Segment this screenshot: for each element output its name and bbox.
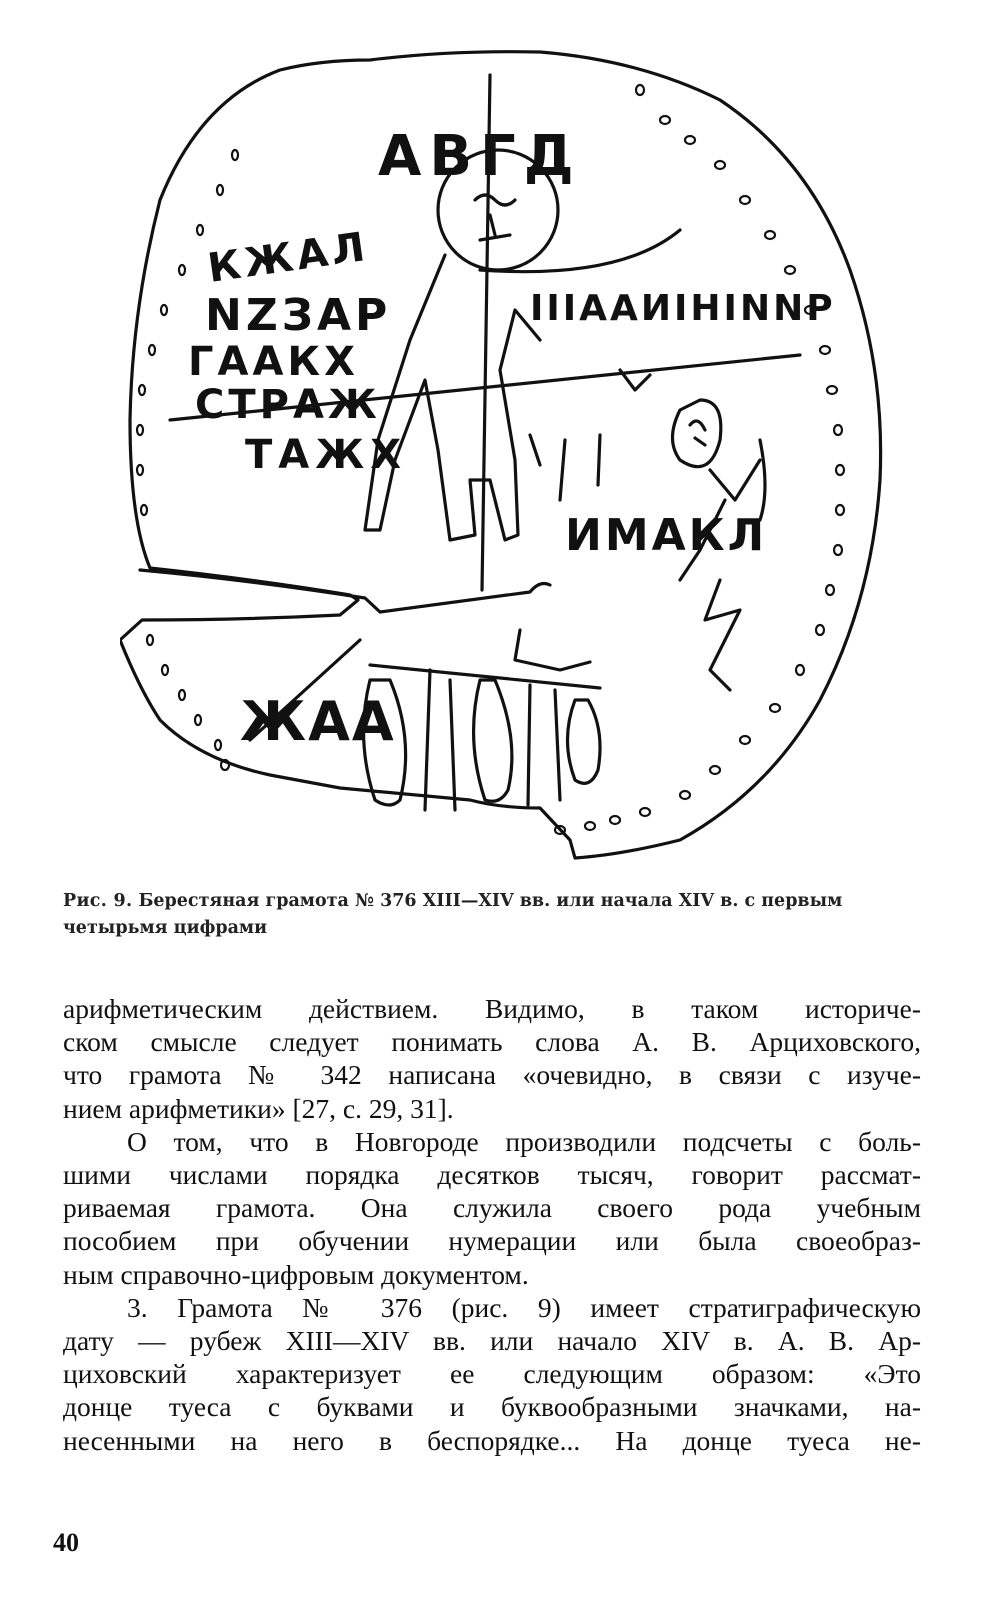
stitch-hole (636, 85, 644, 95)
stitch-hole (137, 425, 143, 435)
bottom-stroke-3 (474, 680, 512, 801)
inscription-left-3: ГААКХ (188, 339, 359, 385)
small-figure-face (690, 421, 705, 445)
stitch-hole (141, 505, 147, 515)
stitch-hole (785, 266, 795, 274)
inscription-left-4: СТРАЖ (195, 382, 381, 428)
stitch-hole (710, 766, 720, 774)
stitch-hole (765, 231, 775, 239)
birch-bark-document-figure (120, 40, 920, 880)
bottom-stroke-2 (425, 670, 455, 810)
stitch-hole (827, 386, 837, 394)
stitch-hole (137, 465, 143, 475)
stitch-hole (834, 545, 842, 555)
text-line: шими числами порядка десятков тысяч, говорит рассмат- (63, 1159, 921, 1191)
text-line: 3. Грамота № 376 (рис. 9) имеет стратиграфическую (127, 1291, 921, 1323)
text-line: циховский характеризует ее следующим образом: «Это (63, 1358, 921, 1390)
stitch-hole (179, 690, 185, 700)
stitch-hole (816, 625, 824, 635)
stitch-hole (610, 816, 620, 824)
lower-marks (530, 435, 600, 500)
text-line: донце туеса с буквами и буквообразными значками, на- (63, 1391, 921, 1423)
text-line: ным справочно-цифровым документом. (63, 1258, 529, 1290)
stitch-hole (740, 736, 750, 744)
text-line: что грамота № 342 написана «очевидно, в связи с изуче- (63, 1059, 921, 1091)
stitch-hole (585, 822, 595, 830)
stitch-hole (139, 385, 145, 395)
figure-caption (63, 888, 933, 942)
figure-face (475, 195, 515, 240)
stitch-hole (149, 345, 155, 355)
stitch-hole (796, 665, 804, 675)
stitch-hole (640, 808, 650, 816)
zigzag-mark (705, 580, 740, 690)
stitch-hole (179, 265, 185, 275)
bark-crack-right (515, 630, 590, 670)
stitch-hole (232, 150, 238, 160)
small-figure-head (673, 400, 721, 467)
body-text (63, 992, 921, 1457)
text-line: дату — рубеж XIII—XIV вв. или начало XIV в. А. В. Ар- (63, 1325, 921, 1357)
inscription-lower-middle: ИМАКЛ (565, 510, 768, 561)
figure-caption-label: Рис. 9. (63, 891, 133, 911)
figure-caption-text: Берестяная грамота № 376 XIII—XIV вв. или начала XIV в. с первым четырьмя цифрами (63, 891, 843, 938)
text-line: несенными на него в беспорядке... На донце туеса не- (63, 1424, 921, 1456)
stitch-hole (147, 635, 153, 645)
inscription-right-row: ІІIAAИІНІNNP (530, 288, 836, 329)
stitch-hole (820, 346, 830, 354)
stitch-hole (836, 505, 844, 515)
inscription-left-1: КЖАЛ (204, 223, 372, 292)
stitch-hole (161, 305, 167, 315)
bottom-stroke-4 (528, 685, 560, 805)
page-number: 40 (53, 1528, 79, 1557)
right-stick (760, 440, 765, 520)
stitch-hole (834, 425, 842, 435)
stitch-hole (685, 136, 695, 144)
inscription-top: АВГД (378, 124, 582, 189)
stitch-hole (217, 185, 223, 195)
text-line: нием арифметики» [27, с. 29, 31]. (63, 1092, 454, 1124)
stitch-hole (740, 196, 750, 204)
stitch-hole (215, 740, 221, 750)
inscription-left-5: ТАЖХ (245, 432, 408, 478)
bark-crack-left (140, 570, 550, 612)
stitch-hole (836, 465, 844, 475)
stitch-hole (826, 585, 834, 595)
stitch-hole (680, 791, 690, 799)
text-line: ском смысле следует понимать слова А. В. Арциховского, (63, 1026, 921, 1058)
stitch-hole (715, 161, 725, 169)
bottom-stroke-5 (568, 700, 601, 783)
text-line: риваемая грамота. Она служила своего рода учебным (63, 1192, 921, 1224)
inscription-left-2: NZЗАР (205, 290, 392, 341)
stitch-hole (195, 715, 201, 725)
stitch-hole (162, 665, 168, 675)
stitch-hole (197, 225, 203, 235)
text-line: пособием при обучении нумерации или была своеобраз- (63, 1225, 921, 1257)
text-line: О том, что в Новгороде производили подсчеты с боль- (127, 1125, 921, 1157)
stitch-hole (770, 704, 780, 712)
stitch-hole (660, 116, 670, 124)
text-line: арифметическим действием. Видимо, в таком историче- (63, 993, 921, 1024)
inscription-bottom-left: ЖАА (240, 690, 396, 753)
